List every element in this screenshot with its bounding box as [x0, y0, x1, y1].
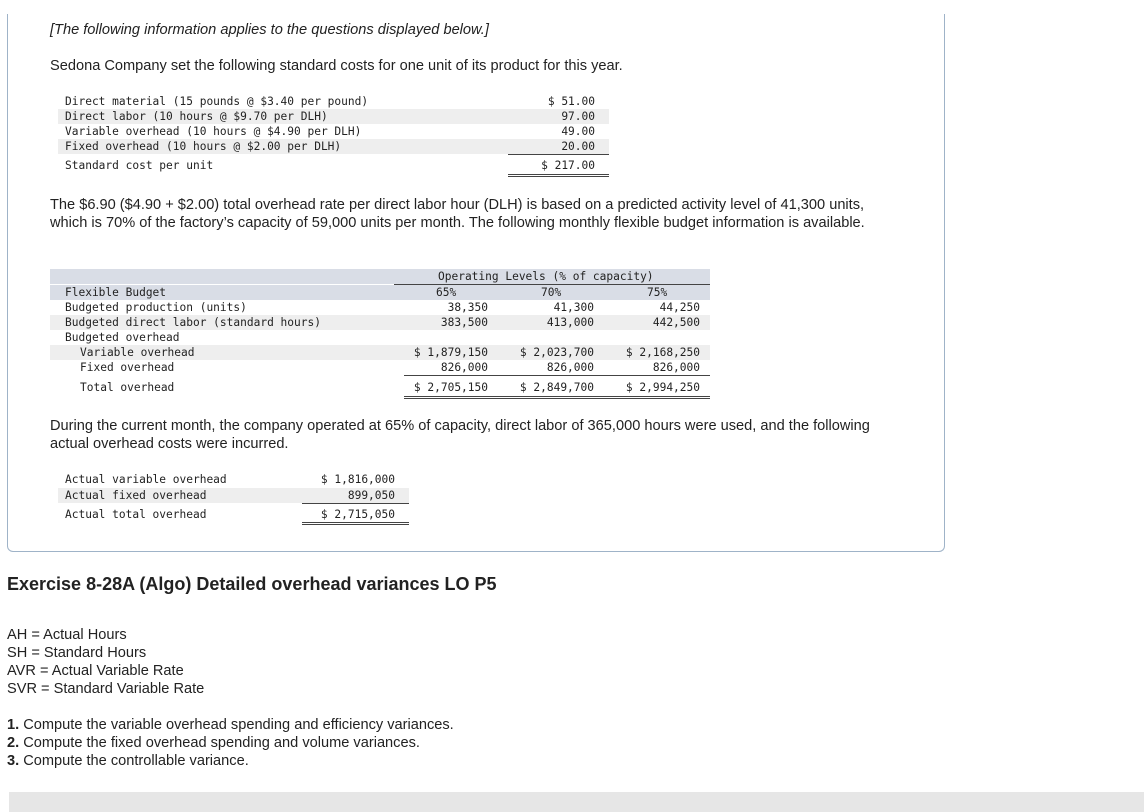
question-3	[7, 752, 249, 770]
flex-cell: 442,500	[652, 316, 700, 329]
question-number: 1.	[7, 717, 20, 733]
question-2	[7, 734, 420, 752]
flex-row-overhead-heading	[50, 330, 710, 345]
flex-cell: 413,000	[546, 316, 594, 329]
flex-cell: $ 2,849,700	[519, 381, 594, 394]
std-row-label: Fixed overhead (10 hours @ $2.00 per DLH)	[65, 140, 342, 153]
question-text: Compute the controllable variance.	[19, 753, 249, 769]
flex-cell: 826,000	[546, 361, 594, 374]
col-65: 65%	[436, 286, 457, 299]
actual-costs-paragraph: During the current month, the company operated at 65% of capacity, direct labor of 365,000 hours were used, and the following actual overhead costs were incurred.	[50, 418, 870, 452]
std-total-value: $ 217.00	[541, 159, 595, 172]
definition-svr: SVR = Standard Variable Rate	[7, 681, 205, 697]
actual-row-value: $ 2,715,050	[320, 508, 395, 521]
question-number: 3.	[7, 753, 20, 769]
question-text: Compute the variable overhead spending and efficiency variances.	[19, 717, 454, 733]
flex-cell: $ 2,705,150	[413, 381, 488, 394]
col-70: 70%	[541, 286, 562, 299]
flex-row-label: Fixed overhead	[80, 361, 175, 374]
flex-cell: $ 2,994,250	[625, 381, 700, 394]
flex-row-label: Budgeted direct labor (standard hours)	[65, 316, 321, 329]
overhead-rate-paragraph: The $6.90 ($4.90 + $2.00) total overhead rate per direct labor hour (DLH) is based on a predicted activity level of 41,300 units, which is 70% of the factory’s capacity of 59,000 units per month. The following monthly flexible budget information is available.	[50, 197, 865, 231]
flex-row-label: Budgeted overhead	[65, 331, 180, 344]
std-row	[58, 94, 609, 109]
std-row-label: Direct material (15 pounds @ $3.40 per pound)	[65, 95, 369, 108]
question-text: Compute the fixed overhead spending and volume variances.	[19, 735, 420, 751]
definition-sh: SH = Standard Hours	[7, 645, 147, 661]
definition-ah: AH = Actual Hours	[7, 627, 127, 643]
flex-cell: $ 1,879,150	[413, 346, 488, 359]
flex-title: Flexible Budget	[65, 286, 167, 299]
subtotal-rule	[404, 375, 710, 376]
std-row	[58, 109, 609, 124]
question-number: 2.	[7, 735, 20, 751]
flex-row-variable	[50, 345, 710, 360]
std-total-label: Standard cost per unit	[65, 159, 214, 172]
subtotal-rule	[302, 503, 409, 504]
std-row-label: Direct labor (10 hours @ $9.70 per DLH)	[65, 110, 328, 123]
std-row-value: 20.00	[561, 140, 595, 153]
std-row-label: Variable overhead (10 hours @ $4.90 per DLH)	[65, 125, 362, 138]
flex-cell: 826,000	[440, 361, 488, 374]
flex-cell: $ 2,023,700	[519, 346, 594, 359]
flex-cell: 41,300	[553, 301, 594, 314]
flex-row-label: Total overhead	[80, 381, 175, 394]
flex-row-label: Budgeted production (units)	[65, 301, 247, 314]
definition-avr: AVR = Actual Variable Rate	[7, 663, 184, 679]
operating-levels-header: Operating Levels (% of capacity)	[438, 270, 654, 283]
std-total-row	[58, 158, 609, 173]
std-row	[58, 139, 609, 154]
actual-row-label: Actual variable overhead	[65, 473, 227, 486]
flex-cell: 383,500	[440, 316, 488, 329]
std-row-value: 97.00	[561, 110, 595, 123]
subtotal-rule	[508, 154, 609, 155]
flex-cell: 38,350	[447, 301, 488, 314]
actual-row-label: Actual fixed overhead	[65, 489, 207, 502]
actual-row-value: $ 1,816,000	[320, 473, 395, 486]
exercise-title: Exercise 8-28A (Algo) Detailed overhead variances LO P5	[7, 574, 497, 594]
std-row	[58, 124, 609, 139]
flex-column-row	[50, 285, 710, 300]
total-double-rule	[508, 174, 609, 177]
intro-note: [The following information applies to the questions displayed below.]	[50, 22, 489, 38]
total-double-rule	[404, 396, 710, 399]
flex-header-row	[50, 269, 710, 284]
flex-row-fixed	[50, 360, 710, 375]
flex-cell: 44,250	[659, 301, 700, 314]
question-1	[7, 716, 454, 734]
intro-sentence: Sedona Company set the following standard costs for one unit of its product for this year.	[50, 58, 623, 74]
flex-row-direct-labor	[50, 315, 710, 330]
actual-row-value: 899,050	[347, 489, 395, 502]
flex-cell: 826,000	[652, 361, 700, 374]
actual-row-label: Actual total overhead	[65, 508, 207, 521]
total-double-rule	[302, 522, 409, 525]
actual-row-variable	[58, 472, 409, 487]
std-row-value: $ 51.00	[547, 95, 595, 108]
flex-row-label: Variable overhead	[80, 346, 195, 359]
flex-row-production	[50, 300, 710, 315]
answer-tabs-bar	[9, 792, 1144, 812]
col-75: 75%	[647, 286, 668, 299]
actual-row-total	[58, 507, 409, 522]
flex-cell: $ 2,168,250	[625, 346, 700, 359]
std-row-value: 49.00	[561, 125, 595, 138]
actual-row-fixed	[58, 488, 409, 503]
flex-row-total	[50, 380, 710, 395]
